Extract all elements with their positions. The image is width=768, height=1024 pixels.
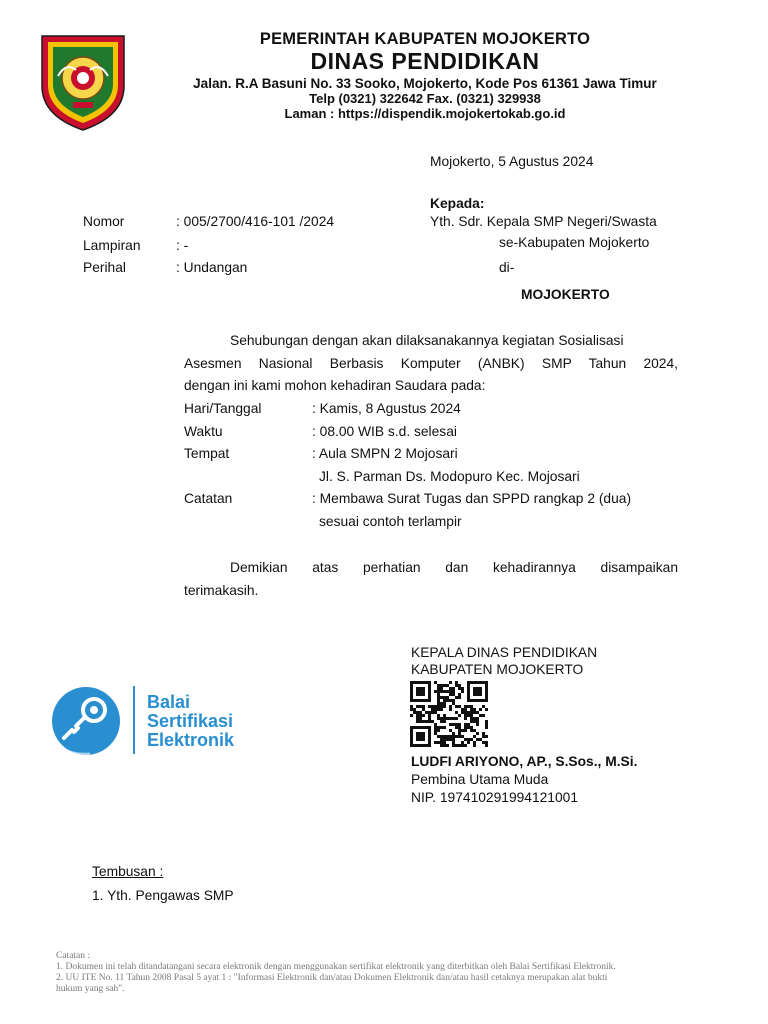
waktu-label: Waktu	[184, 424, 223, 439]
tembusan-item: 1. Yth. Pengawas SMP	[92, 888, 234, 903]
footer-label: Catatan :	[56, 951, 91, 961]
letterhead-website: Laman : https://dispendik.mojokertokab.go.id	[284, 106, 566, 121]
lampiran-label: Lampiran	[83, 238, 141, 253]
signature-title1: KEPALA DINAS PENDIDIKAN	[411, 645, 598, 660]
perihal-label: Perihal	[83, 260, 126, 275]
tempat-value: : Aula SMPN 2 Mojosari	[312, 446, 458, 461]
hari-label: Hari/Tanggal	[184, 401, 262, 416]
recipient-line2: se-Kabupaten Mojokerto	[499, 235, 650, 250]
body-paragraph2-line1: Demikian atas perhatian dan kehadirannya disampaikan	[230, 560, 678, 575]
letterhead-phone: Telp (0321) 322642 Fax. (0321) 329938	[309, 91, 541, 106]
signatory-nip: NIP. 197410291994121001	[411, 790, 579, 805]
perihal-value: : Undangan	[176, 260, 248, 275]
tempat-address: Jl. S. Parman Ds. Modopuro Kec. Mojosari	[319, 469, 580, 484]
tembusan-heading: Tembusan :	[92, 864, 164, 879]
letterhead-agency: DINAS PENDIDIKAN	[310, 48, 540, 74]
qr-code-icon	[410, 681, 488, 747]
signatory-rank: Pembina Utama Muda	[411, 772, 549, 787]
bsre-line3: Elektronik	[147, 730, 235, 750]
body-paragraph2-line2: terimakasih.	[184, 583, 259, 598]
body-paragraph1-line1: Sehubungan dengan akan dilaksanakannya kegiatan Sosialisasi	[230, 333, 624, 348]
recipient-heading: Kepada:	[430, 196, 485, 211]
footer-note1: 1. Dokumen ini telah ditandatangani secara elektronik dengan menggunakan sertifikat elektronik yang diterbitkan oleh Balai Sertifikasi Elektronik.	[56, 962, 616, 972]
signature-title2: KABUPATEN MOJOKERTO	[411, 662, 584, 677]
catatan-value-continued: sesuai contoh terlampir	[319, 514, 462, 529]
catatan-value: : Membawa Surat Tugas dan SPPD rangkap 2 (dua)	[312, 491, 632, 506]
bsre-logo	[50, 686, 270, 756]
footer-note2: 2. UU ITE No. 11 Tahun 2008 Pasal 5 ayat 1 : "Informasi Elektronik dan/atau Dokumen Elektronik dan/atau hasil cetaknya merupakan alat bukti	[56, 973, 608, 983]
lampiran-value: : -	[176, 238, 189, 253]
body-paragraph1-line2: Asesmen Nasional Berbasis Komputer (ANBK) SMP Tahun 2024,	[184, 356, 678, 371]
waktu-value: : 08.00 WIB s.d. selesai	[312, 424, 457, 439]
recipient-city: MOJOKERTO	[521, 287, 610, 302]
bsre-key-icon	[50, 686, 130, 756]
catatan-label: Catatan	[184, 491, 233, 506]
letter-date: Mojokerto, 5 Agustus 2024	[430, 154, 594, 169]
letterhead-government: PEMERINTAH KABUPATEN MOJOKERTO	[259, 30, 591, 48]
bsre-line2: Sertifikasi	[147, 711, 234, 731]
signatory-name: LUDFI ARIYONO, AP., S.Sos., M.Si.	[411, 754, 638, 769]
bsre-line1: Balai	[147, 692, 191, 712]
recipient-di: di-	[499, 260, 515, 275]
bsre-divider	[133, 686, 135, 754]
footer-note2-continued: hukum yang sah".	[56, 984, 125, 994]
nomor-label: Nomor	[83, 214, 125, 229]
tempat-label: Tempat	[184, 446, 230, 461]
recipient-line1: Yth. Sdr. Kepala SMP Negeri/Swasta	[430, 214, 657, 229]
hari-value: : Kamis, 8 Agustus 2024	[312, 401, 461, 416]
nomor-value: : 005/2700/416-101 /2024	[176, 214, 335, 229]
letterhead-address: Jalan. R.A Basuni No. 33 Sooko, Mojokerto, Kode Pos 61361 Jawa Timur	[193, 76, 657, 91]
body-paragraph1-line3: dengan ini kami mohon kehadiran Saudara pada:	[184, 378, 486, 393]
